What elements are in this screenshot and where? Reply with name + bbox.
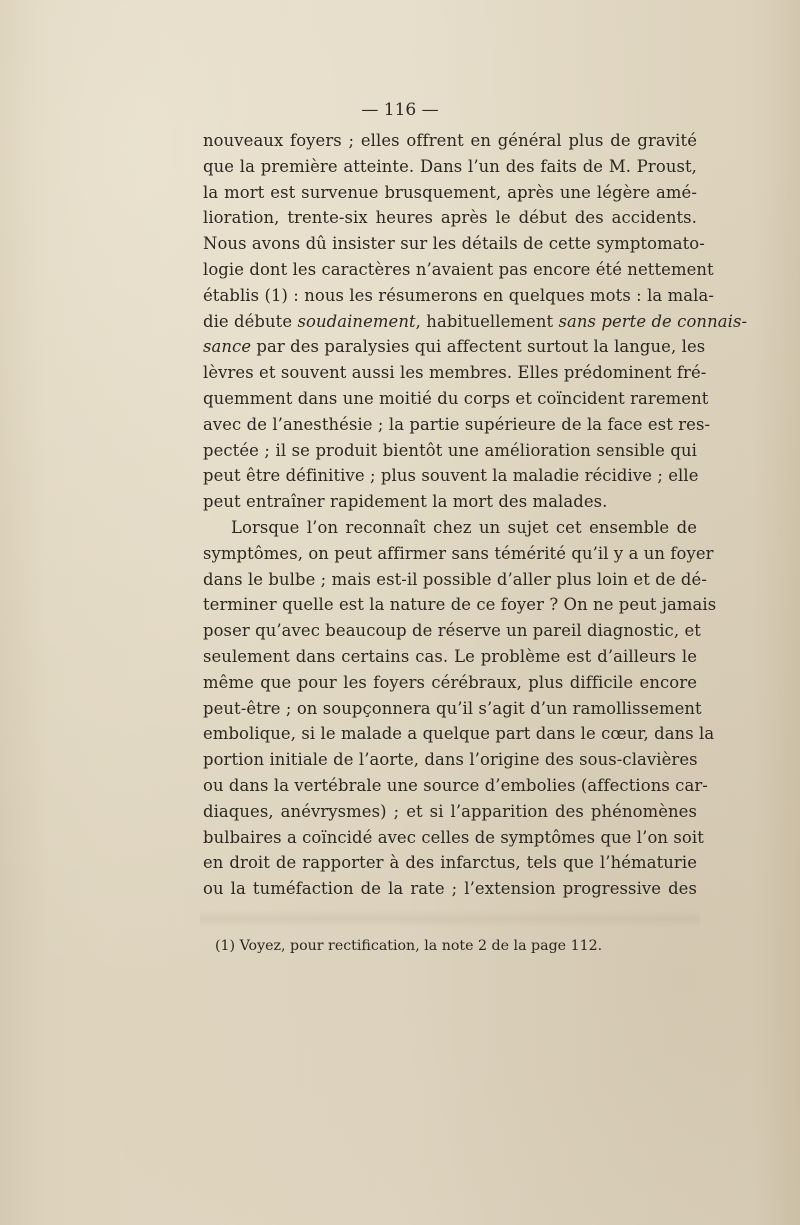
paragraph-2 <box>203 515 717 902</box>
text-line: terminer quelle est la nature de ce foyer ? On ne peut jamais <box>203 595 717 615</box>
text-line: peut être définitive ; plus souvent la maladie récidive ; elle <box>203 466 699 486</box>
text-line: quemment dans une moitié du corps et coïncident rarement <box>203 388 709 408</box>
text-line: que la première atteinte. Dans l’un des faits de M. Proust, <box>203 156 697 176</box>
text-line: lioration, trente-six heures après le début des accidents. <box>203 208 697 228</box>
text-line: lèvres et souvent aussi les membres. Elles prédominent fré- <box>203 363 707 383</box>
text-line: seulement dans certains cas. Le problème est d’ailleurs le <box>203 646 697 666</box>
text-line-mixed <box>203 334 706 360</box>
italic-fragment: sance <box>203 337 252 357</box>
text-line: embolique, si le malade a quelque part dans le cœur, dans la <box>203 724 715 744</box>
text-line: peut entraîner rapidement la mort des malades. <box>203 492 608 512</box>
text-line: portion initiale de l’aorte, dans l’origine des sous-clavières <box>203 750 698 770</box>
show-through-bleed <box>200 910 700 928</box>
body-text <box>203 128 748 902</box>
text-line: Lorsque l’on reconnaît chez un sujet cet ensemble de <box>231 517 697 537</box>
page-number: — 116 — <box>361 100 439 120</box>
text-line: même que pour les foyers cérébraux, plus difficile encore <box>203 672 697 692</box>
text-line: Nous avons dû insister sur les détails de cette symptomato- <box>203 234 705 254</box>
text-line: poser qu’avec beaucoup de réserve un pareil diagnostic, et <box>203 621 701 641</box>
text-line: symptômes, on peut affirmer sans témérité qu’il y a un foyer <box>203 543 714 563</box>
paragraph-1 <box>203 128 748 515</box>
text-line: la mort est survenue brusquement, après une légère amé- <box>203 182 697 202</box>
text-line: ou la tuméfaction de la rate ; l’extension progressive des <box>203 879 697 899</box>
italic-fragment: sans perte de connais- <box>558 311 748 331</box>
text-line: ou dans la vertébrale une source d’embolies (affections car- <box>203 775 708 795</box>
text-line: diaques, anévrysmes) ; et si l’apparition des phénomènes <box>203 801 697 821</box>
text-line: pectée ; il se produit bientôt une amélioration sensible qui <box>203 440 697 460</box>
text-line: établis (1) : nous les résumerons en quelques mots : la mala- <box>203 285 714 305</box>
text-line: avec de l’anesthésie ; la partie supérieure de la face est res- <box>203 414 711 434</box>
italic-fragment: soudainement <box>297 311 416 331</box>
text-line: logie dont les caractères n’avaient pas encore été nettement <box>203 259 714 279</box>
text-line: en droit de rapporter à des infarctus, tels que l’hématurie <box>203 853 697 873</box>
text-fragment: die débute <box>203 311 298 331</box>
text-line: peut-être ; on soupçonnera qu’il s’agit d’un ramollissement <box>203 698 702 718</box>
footnote: (1) Voyez, pour rectification, la note 2 de la page 112. <box>215 938 603 954</box>
text-fragment: par des paralysies qui affectent surtout la langue, les <box>251 337 706 357</box>
text-line: dans le bulbe ; mais est-il possible d’aller plus loin et de dé- <box>203 569 707 589</box>
text-fragment: , habituellement <box>415 311 559 331</box>
text-line-mixed <box>203 309 748 335</box>
text-line: nouveaux foyers ; elles offrent en général plus de gravité <box>203 131 697 150</box>
text-line: bulbaires a coïncidé avec celles de symptômes que l’on soit <box>203 827 704 847</box>
